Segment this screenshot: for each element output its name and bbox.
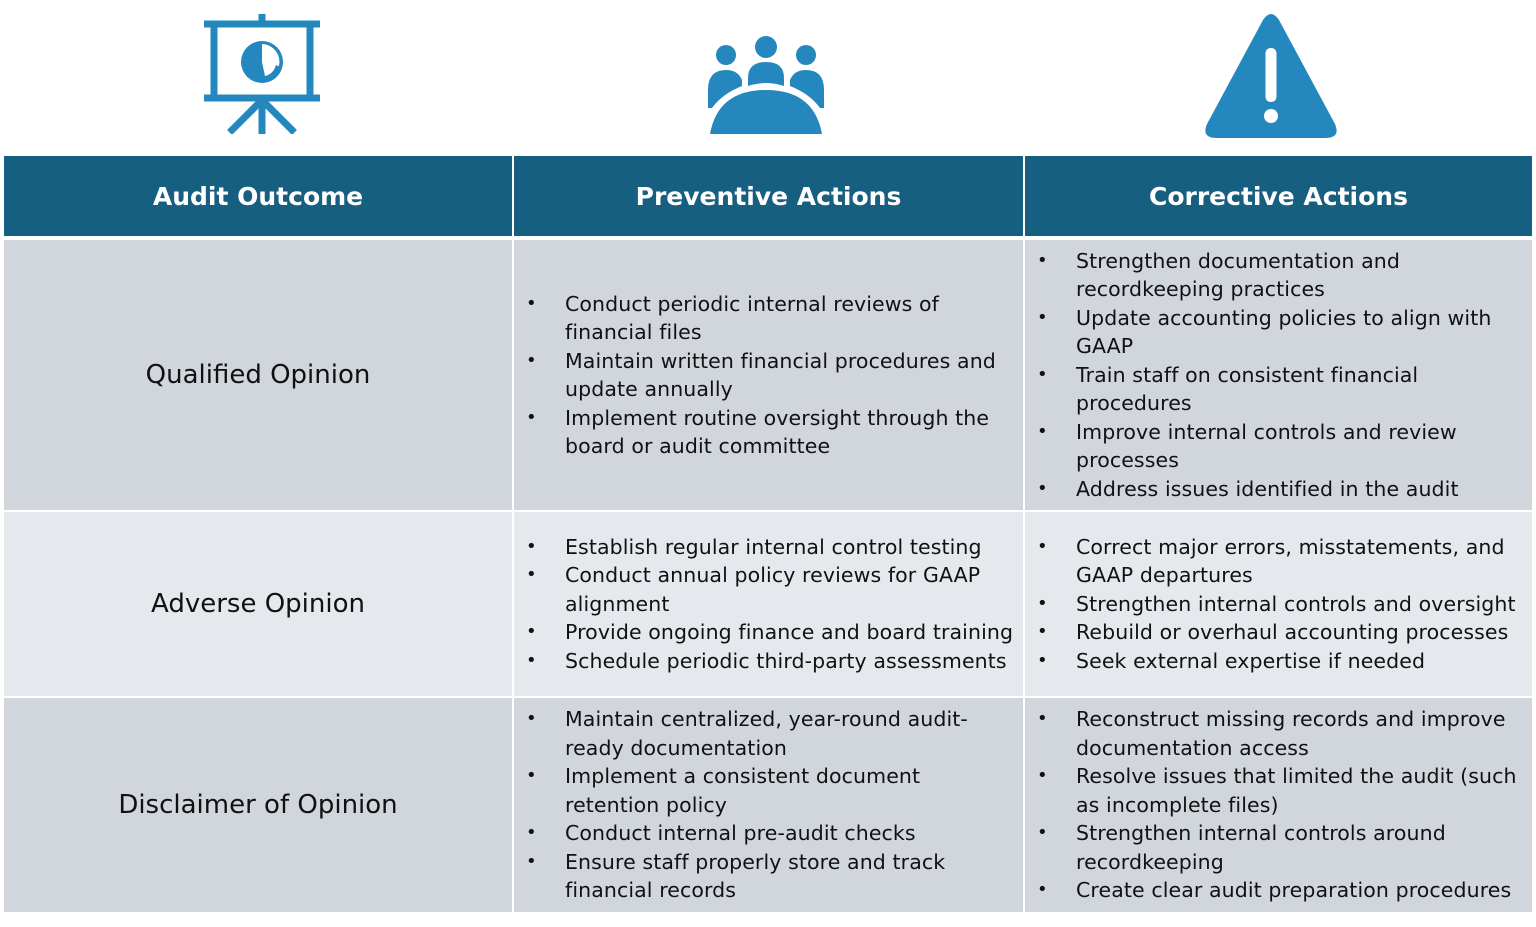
corrective-cell (1024, 238, 1533, 511)
header-corrective-actions: Corrective Actions (1024, 155, 1533, 238)
header-preventive-actions: Preventive Actions (513, 155, 1024, 238)
list-item: • Establish regular internal control testing (526, 533, 1017, 562)
corrective-list (1025, 247, 1532, 504)
corrective-cell (1024, 697, 1533, 913)
outcome-cell: Qualified Opinion (3, 238, 513, 511)
list-item: • Address issues identified in the audit (1037, 475, 1526, 504)
list-item: • Reconstruct missing records and improve documentation access (1037, 705, 1526, 762)
list-item: • Resolve issues that limited the audit (such as incomplete files) (1037, 762, 1526, 819)
table-row (3, 511, 1533, 697)
list-item: • Correct major errors, misstatements, and GAAP departures (1037, 533, 1526, 590)
list-item: • Maintain centralized, year-round audit-ready documentation (526, 705, 1017, 762)
preventive-cell (513, 697, 1024, 913)
list-item: • Strengthen documentation and recordkeeping practices (1037, 247, 1526, 304)
list-item: • Implement a consistent document retention policy (526, 762, 1017, 819)
list-item: • Conduct periodic internal reviews of financial files (526, 290, 1017, 347)
table-header-row (3, 155, 1533, 238)
list-item: • Strengthen internal controls and oversight (1037, 590, 1526, 619)
list-item: • Provide ongoing finance and board training (526, 618, 1017, 647)
corrective-cell (1024, 511, 1533, 697)
list-item: • Conduct internal pre-audit checks (526, 819, 1017, 848)
list-item: • Improve internal controls and review processes (1037, 418, 1526, 475)
list-item: • Maintain written financial procedures and update annually (526, 347, 1017, 404)
warning-triangle-icon (1200, 12, 1342, 140)
list-item: • Update accounting policies to align with GAAP (1037, 304, 1526, 361)
header-audit-outcome: Audit Outcome (3, 155, 513, 238)
corrective-list (1025, 705, 1532, 905)
list-item: • Schedule periodic third-party assessments (526, 647, 1017, 676)
preventive-cell (513, 511, 1024, 697)
list-item: • Conduct annual policy reviews for GAAP alignment (526, 561, 1017, 618)
preventive-list (514, 290, 1023, 461)
table-row (3, 697, 1533, 913)
preventive-list (514, 533, 1023, 676)
presentation-board-icon (200, 14, 324, 142)
list-item: • Create clear audit preparation procedures (1037, 876, 1526, 905)
table-row (3, 238, 1533, 511)
list-item: • Strengthen internal controls around recordkeeping (1037, 819, 1526, 876)
meeting-group-icon (700, 34, 832, 162)
list-item: • Train staff on consistent financial procedures (1037, 361, 1526, 418)
outcome-cell: Adverse Opinion (3, 511, 513, 697)
corrective-list (1025, 533, 1532, 676)
preventive-list (514, 705, 1023, 905)
list-item: • Implement routine oversight through the board or audit committee (526, 404, 1017, 461)
preventive-cell (513, 238, 1024, 511)
audit-actions-table (2, 154, 1534, 914)
outcome-cell: Disclaimer of Opinion (3, 697, 513, 913)
list-item: • Rebuild or overhaul accounting processes (1037, 618, 1526, 647)
list-item: • Ensure staff properly store and track financial records (526, 848, 1017, 905)
list-item: • Seek external expertise if needed (1037, 647, 1526, 676)
